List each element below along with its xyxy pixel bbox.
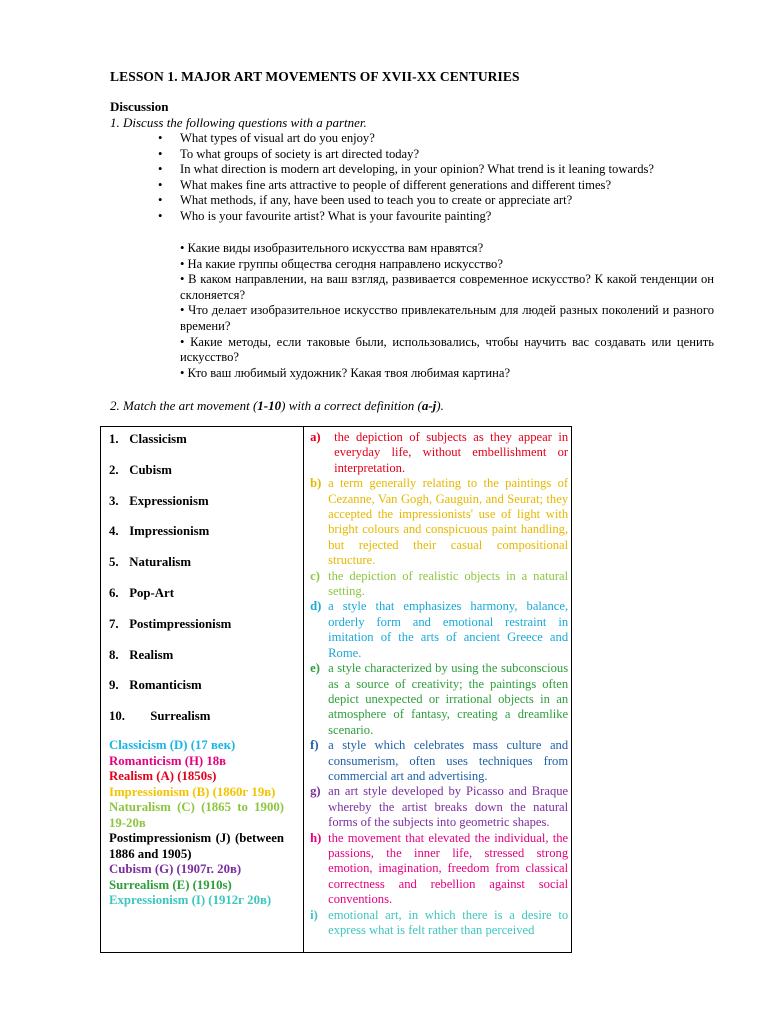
list-item: • In what direction is modern art developing, in your opinion? What trend is it leaning towards? bbox=[158, 162, 655, 176]
list-item: • To what groups of society is art directed today? bbox=[158, 146, 420, 161]
answer-item: Cubism (G) (1907г. 20в) bbox=[109, 862, 242, 876]
answer-item: Expressionism (I) (1912г 20в) bbox=[109, 893, 272, 907]
definitions-column bbox=[304, 427, 572, 953]
list-item: • Какие виды изобразительного искусства вам нравятся? bbox=[180, 241, 484, 255]
list-item: • На какие группы общества сегодня направлено искусство? bbox=[180, 256, 503, 271]
definitions-list bbox=[310, 430, 568, 938]
definition-item: h) the movement that elevated the individual, the passions, the inner life, stressed strong emotion, imagination, freedom from classical correctness and rebellion against social conventions. bbox=[310, 830, 569, 907]
question-2-instruction: 2. Match the art movement (1-10) with a correct definition (a-j). bbox=[110, 398, 444, 413]
list-item: • Какие методы, если таковые были, использовались, чтобы научить вас создавать или ценить искусство? bbox=[180, 334, 714, 365]
bullet-icon: • bbox=[158, 208, 163, 223]
list-item: • В каком направлении, на ваш взгляд, развивается современное искусство? К какой тенденции он склоняется? bbox=[180, 272, 714, 302]
list-item: • What methods, if any, have been used to teach you to create or appreciate art? bbox=[158, 193, 573, 207]
list-item: • Who is your favourite artist? What is your favourite painting? bbox=[158, 208, 492, 223]
movements-column bbox=[101, 427, 304, 953]
movement-item: 8. Realism bbox=[109, 647, 174, 662]
english-questions-list bbox=[158, 131, 714, 224]
movement-item: 1. Classicism bbox=[109, 432, 187, 446]
answer-item: Naturalism (C) (1865 to 1900) 19-20в bbox=[109, 800, 284, 830]
answers-list bbox=[109, 738, 284, 909]
list-item: • Что делает изобразительное искусство привлекательным для людей разных поколений и разного времени? bbox=[180, 303, 714, 333]
lesson-title: LESSON 1. MAJOR ART MOVEMENTS OF XVII-XX CENTURIES bbox=[110, 69, 520, 84]
question-1-instruction: 1. Discuss the following questions with a partner. bbox=[110, 115, 367, 130]
definition-item: c) the depiction of realistic objects in a natural setting. bbox=[310, 568, 569, 599]
definition-item: d) a style that emphasizes harmony, balance, orderly form and emotional restraint in imitation of the arts of ancient Greece and Rome. bbox=[310, 599, 569, 660]
discussion-heading: Discussion bbox=[110, 99, 169, 114]
definition-item: f) a style which celebrates mass culture and consumerism, often uses techniques from commercial art and advertising. bbox=[310, 738, 569, 783]
answer-item: Classicism (D) (17 век) bbox=[109, 738, 236, 752]
bullet-icon: • bbox=[158, 162, 163, 176]
movement-item: 6. Pop-Art bbox=[109, 585, 174, 600]
movement-item: 4. Impressionism bbox=[109, 524, 210, 539]
answer-item: Postimpressionism (J) (between 1886 and 1905) bbox=[109, 831, 284, 861]
russian-questions-list bbox=[180, 241, 714, 381]
definition-item: i) emotional art, in which there is a desire to express what is felt rather than perceived bbox=[310, 907, 569, 937]
movements-list bbox=[109, 431, 231, 739]
bullet-icon: • bbox=[158, 193, 163, 207]
movement-item: 5. Naturalism bbox=[109, 555, 192, 570]
bullet-icon: • bbox=[158, 146, 163, 161]
list-item: • Кто ваш любимый художник? Какая твоя любимая картина? bbox=[180, 365, 511, 380]
bullet-icon: • bbox=[158, 177, 163, 192]
definition-item: g) an art style developed by Picasso and Braque whereby the artist breaks down the natural forms of the subjects into geometric shapes. bbox=[310, 784, 569, 830]
movement-item: 9. Romanticism bbox=[109, 678, 202, 693]
answer-item: Surrealism (E) (1910s) bbox=[109, 877, 232, 892]
movement-item: 3. Expressionism bbox=[109, 493, 209, 508]
answer-item: Romanticism (H) 18в bbox=[109, 753, 227, 768]
movement-item: 10. Surrealism bbox=[109, 709, 211, 724]
definition-item: e) a style characterized by using the subconscious as a source of creativity; the paintings often depict unexpected or irrational objects in an atmosphere of fantasy, creating a dreamlike scenario. bbox=[310, 661, 569, 737]
list-item: • What makes fine arts attractive to people of different generations and different times? bbox=[158, 177, 612, 192]
list-item: • What types of visual art do you enjoy? bbox=[158, 131, 375, 145]
answer-item: Realism (A) (1850s) bbox=[109, 769, 217, 783]
bullet-icon: • bbox=[158, 131, 163, 145]
matching-table bbox=[100, 426, 572, 953]
movement-item: 2. Cubism bbox=[109, 462, 172, 477]
answer-item: Impressionism (B) (1860г 19в) bbox=[109, 784, 276, 799]
definition-item: b) a term generally relating to the paintings of Cezanne, Van Gogh, Gauguin, and Seurat; they accepted the impressionists' use of light with bright colours and conspicuous paint handling, but rejected their casual compositional structure. bbox=[310, 476, 569, 568]
movement-item: 7. Postimpressionism bbox=[109, 616, 232, 631]
definition-item: a) the depiction of subjects as they appear in everyday life, without embellishment or interpretation. bbox=[310, 430, 569, 475]
